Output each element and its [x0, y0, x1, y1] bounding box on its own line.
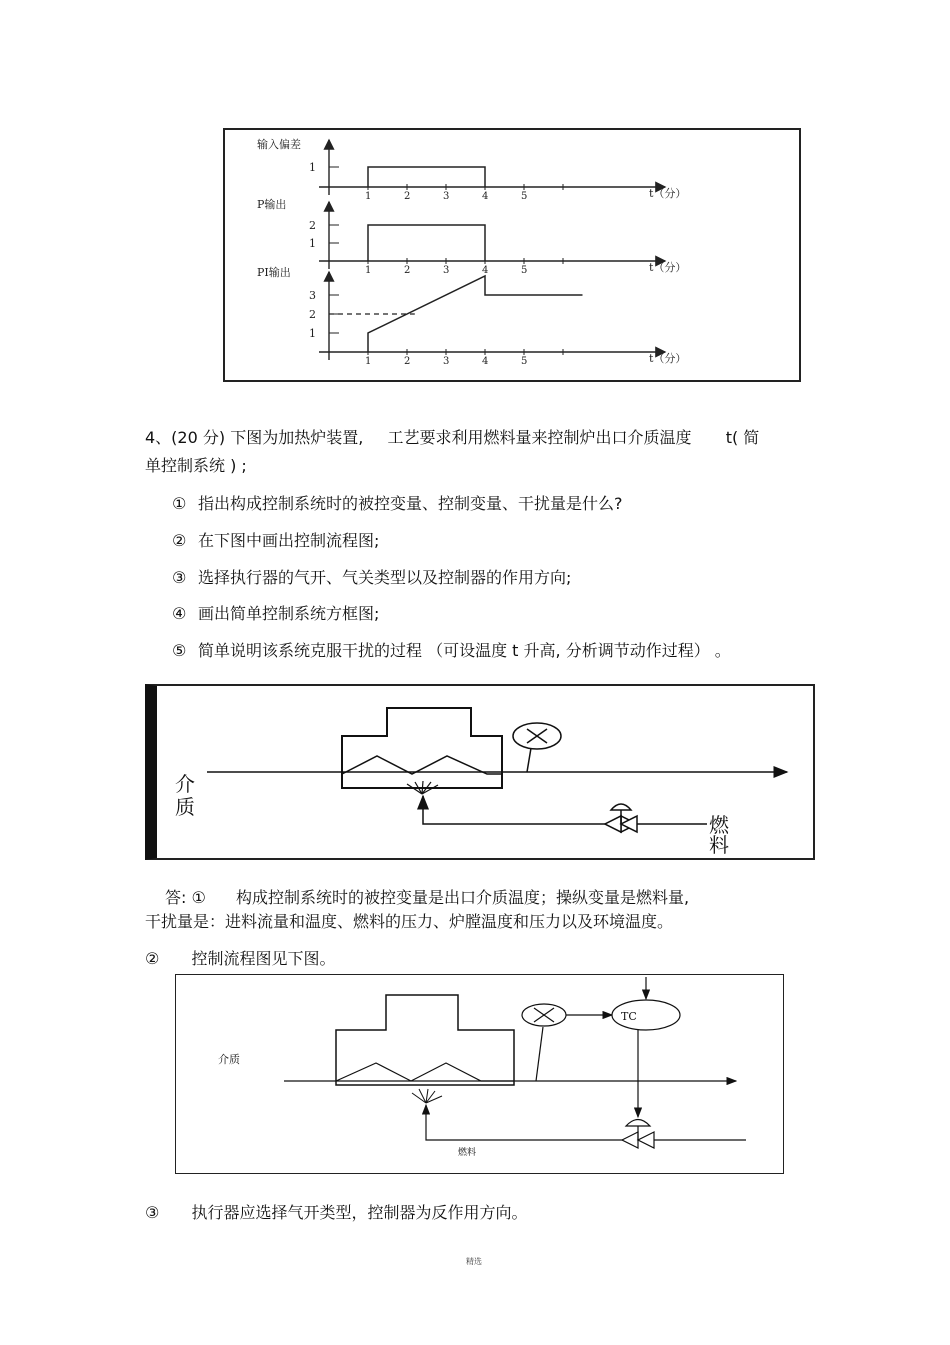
answer-item-2-text: 控制流程图见下图。 — [191, 949, 336, 968]
x-tick-label: 4 — [482, 356, 489, 367]
medium-label-2: 质 — [175, 795, 195, 819]
response-curve — [368, 225, 485, 261]
y-axis-label: PI输出 — [257, 266, 291, 279]
answer-prefix: 答: ① — [165, 888, 206, 907]
answer-item-2 — [145, 945, 336, 973]
x-tick-label: 4 — [482, 191, 489, 202]
medium-label-1: 介 — [175, 772, 195, 796]
y-tick-label: 1 — [309, 161, 316, 174]
burner-flame — [412, 1089, 442, 1103]
control-flow-figure — [175, 974, 784, 1174]
control-flow-svg — [176, 975, 782, 1172]
answer-text-1: 构成控制系统时的被控变量是出口介质温度；操纵变量是燃料量, — [236, 888, 690, 907]
item-text: 在下图中画出控制流程图; — [198, 531, 380, 550]
item-text: 画出简单控制系统方框图; — [198, 604, 380, 623]
x-tick-label: 4 — [482, 265, 489, 276]
furnace-body — [342, 708, 502, 788]
question-item-1 — [172, 491, 623, 514]
question-line-1b: 工艺要求利用燃料量来控制炉出口介质温度 — [387, 428, 692, 447]
fuel-label-2: 料 — [709, 833, 729, 857]
x-tick-label: 5 — [521, 191, 528, 202]
x-tick-label: 1 — [365, 191, 372, 202]
fuel-line — [423, 796, 707, 824]
question-line-1c: t( 简 — [725, 428, 760, 447]
y-tick-label: 2 — [309, 308, 316, 321]
temperature-transmitter — [513, 723, 561, 749]
y-tick-label: 3 — [309, 289, 316, 302]
furnace-svg — [157, 686, 813, 858]
x-tick-label: 1 — [365, 356, 372, 367]
y-tick-label: 1 — [309, 327, 316, 340]
item-text: 简单说明该系统克服干扰的过程 （可设温度 t 升高, 分析调节动作过程） 。 — [198, 641, 731, 660]
y-tick-label: 2 — [309, 219, 316, 232]
item-number: ④ — [172, 604, 187, 623]
burner-flame — [407, 781, 438, 794]
answer-line-2: 干扰量是：进料流量和温度、燃料的压力、炉膛温度和压力以及环境温度。 — [145, 912, 674, 931]
question-item-4 — [172, 601, 379, 624]
answer-item-3 — [145, 1199, 528, 1227]
x-tick-label: 5 — [521, 265, 528, 276]
heating-coil — [336, 1063, 514, 1081]
x-tick-label: 2 — [404, 191, 411, 202]
answer-item-3-number: ③ — [145, 1203, 160, 1222]
question-line-1 — [145, 424, 759, 452]
controller-label: TC — [621, 1010, 637, 1023]
temperature-transmitter — [522, 1004, 566, 1026]
fuel-label-1: 燃 — [709, 813, 729, 837]
x-axis-label: t（分） — [649, 187, 687, 200]
item-number: ② — [172, 531, 187, 550]
furnace-body — [336, 995, 514, 1085]
x-tick-label: 2 — [404, 356, 411, 367]
item-text: 指出构成控制系统时的被控变量、控制变量、干扰量是什么? — [198, 494, 623, 513]
question-line-1a: 4、(20 分) 下图为加热炉装置, — [145, 428, 364, 447]
transmitter-stem — [527, 748, 531, 772]
control-valve — [622, 1120, 654, 1149]
x-axis-label: t（分） — [649, 352, 687, 365]
question-item-3 — [172, 565, 571, 588]
item-number: ⑤ — [172, 641, 187, 660]
question-item-5 — [172, 638, 731, 661]
medium-label: 介质 — [218, 1053, 240, 1066]
x-tick-label: 3 — [443, 356, 450, 367]
response-curve — [368, 276, 583, 352]
x-tick-label: 2 — [404, 265, 411, 276]
response-curve — [368, 167, 485, 187]
question-line-2: 单控制系统 ) ; — [145, 456, 247, 475]
footer-label: 精选 — [466, 1257, 482, 1266]
response-chart-svg — [225, 130, 799, 380]
item-text: 选择执行器的气开、气关类型以及控制器的作用方向; — [198, 568, 572, 587]
response-figure — [223, 128, 801, 382]
item-number: ① — [172, 494, 187, 513]
transmitter-stem — [536, 1027, 543, 1081]
answer-item-2-number: ② — [145, 949, 160, 968]
question-item-2 — [172, 528, 379, 551]
x-axis-label: t（分） — [649, 261, 687, 274]
furnace-figure — [145, 684, 815, 860]
y-tick-label: 1 — [309, 237, 316, 250]
x-tick-label: 1 — [365, 265, 372, 276]
x-tick-label: 5 — [521, 356, 528, 367]
y-axis-label: P输出 — [257, 198, 287, 211]
item-number: ③ — [172, 568, 187, 587]
y-axis-label: 输入偏差 — [257, 138, 301, 151]
control-valve — [605, 804, 637, 832]
x-tick-label: 3 — [443, 265, 450, 276]
x-tick-label: 3 — [443, 191, 450, 202]
fuel-label: 燃料 — [458, 1148, 477, 1158]
fuel-line — [426, 1105, 746, 1140]
answer-item-3-text: 执行器应选择气开类型，控制器为反作用方向。 — [191, 1203, 528, 1222]
